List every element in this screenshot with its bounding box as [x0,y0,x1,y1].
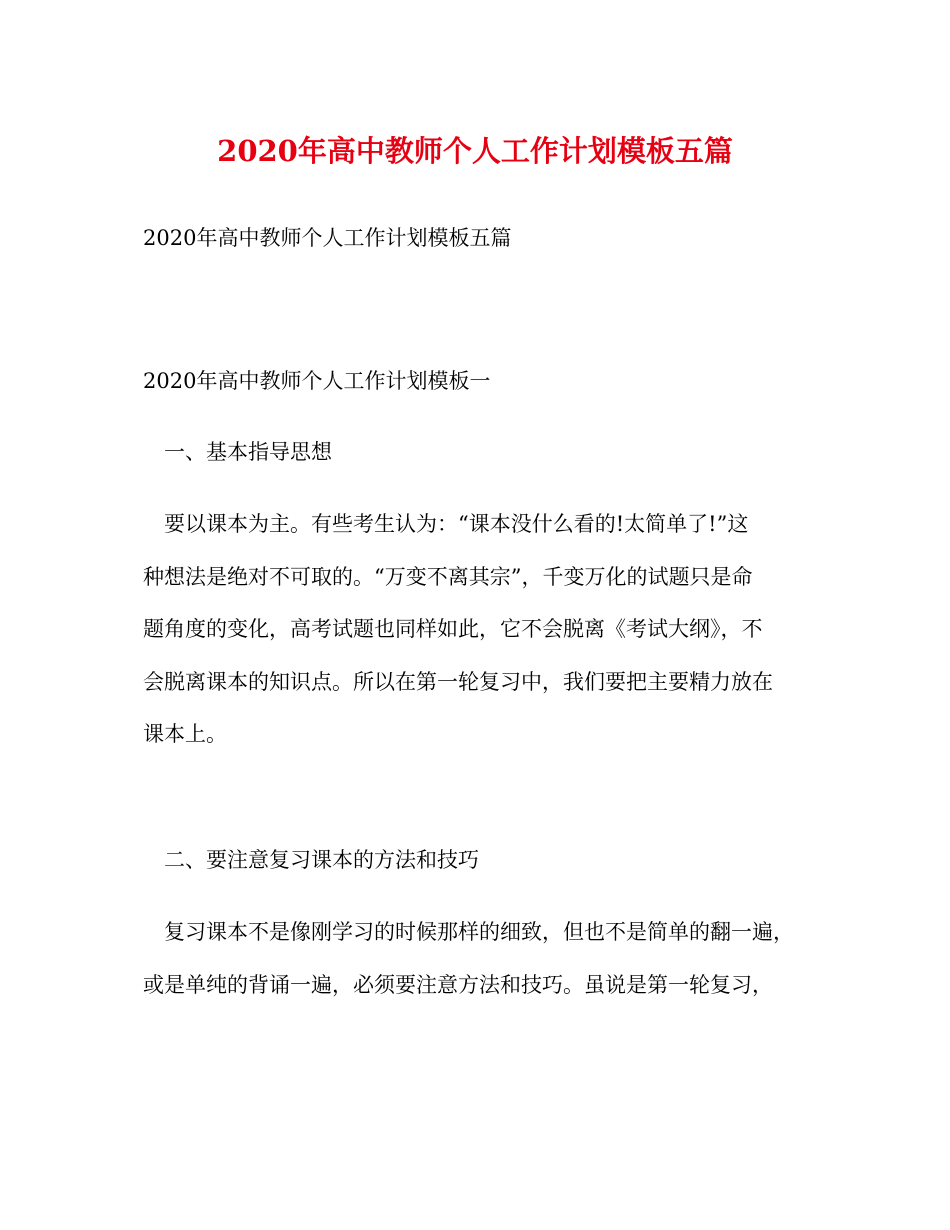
paragraph-line: 种想法是绝对不可取的。“万变不离其宗”，千变万化的试题只是命 [143,564,753,589]
paragraph-line: 要以课本为主。有些考生认为：“课本没什么看的!太简单了!”这 [164,512,749,536]
paragraph-line: 会脱离课本的知识点。所以在第一轮复习中，我们要把主要精力放在 [143,669,773,694]
paragraph-line: 复习课本不是像刚学习的时候那样的细致，但也不是简单的翻一遍， [164,920,794,944]
document-title: 2020年高中教师个人工作计划模板五篇 [217,134,733,168]
paragraph-line: 题角度的变化，高考试题也同样如此，它不会脱离《考试大纲》，不 [143,617,763,641]
paragraph-line: 课本上。 [143,722,227,746]
part2-heading: 二、要注意复习课本的方法和技巧 [164,848,479,872]
paragraph-line: 或是单纯的背诵一遍，必须要注意方法和技巧。虽说是第一轮复习， [143,972,773,997]
part1-heading: 一、基本指导思想 [164,440,332,464]
section-heading: 2020年高中教师个人工作计划模板一 [143,369,491,393]
document-subtitle: 2020年高中教师个人工作计划模板五篇 [143,226,512,250]
part2-paragraph [143,906,813,1011]
part1-paragraph [143,498,813,761]
